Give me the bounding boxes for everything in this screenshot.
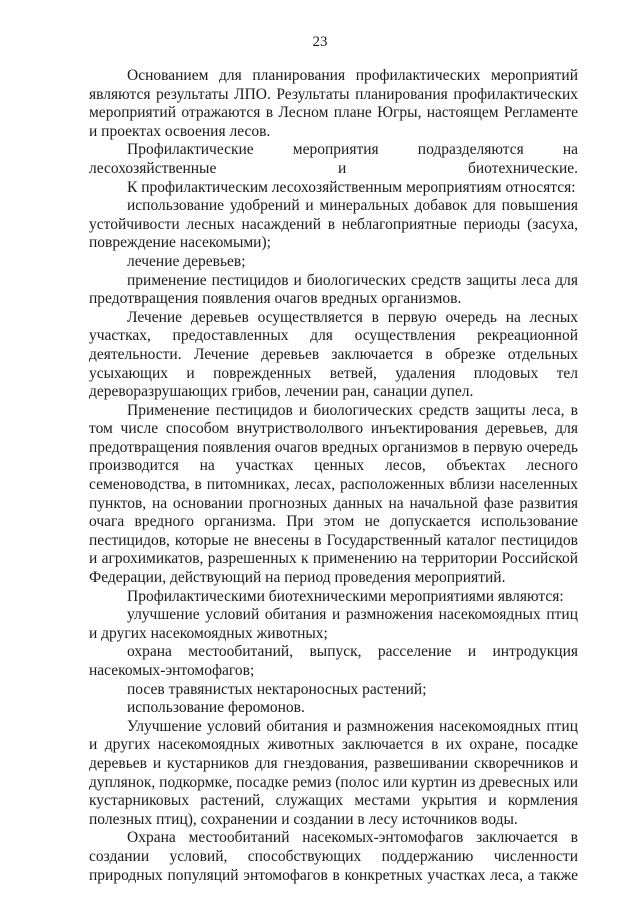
paragraph: посев травянистых нектароносных растений;: [127, 680, 427, 698]
paragraph: охрана местообитаний, выпуск, расселение и интродукция насекомых-энтомофагов;: [89, 643, 578, 679]
paragraph: лечение деревьев;: [127, 252, 246, 270]
paragraph: применение пестицидов и биологических средств защиты леса для предотвращения появления очагов вредных организмов.: [89, 271, 578, 308]
paragraph: использование удобрений и минеральных добавок для повышения устойчивости лесных насаждений в неблагоприятные периоды (засуха, повреждение насекомыми);: [89, 197, 578, 252]
paragraph: К профилактическим лесохозяйственным мероприятиям относятся:: [127, 178, 576, 196]
paragraph: Основанием для планирования профилактических мероприятий являются результаты ЛПО. Результаты планирования профилактических мероприятий отражаются в Лесном плане Югры, настоящем Регламенте и проектах освоения лесов.: [89, 67, 578, 140]
paragraph: Охрана местообитаний насекомых-энтомофагов заключается в создании условий, способствующих поддержанию численности природных популяций энтомофагов в конкретных участках леса, а также: [89, 829, 578, 884]
paragraph: использование феромонов.: [127, 699, 305, 717]
paragraph: Применение пестицидов и биологических средств защиты леса, в том числе способом внутриствололвого инъектирования деревьев, для предотвращения появления очагов вредных организмов в первую очередь производится на участках ценных лесов, объектах лесного семеноводства, в питомниках, лесах, расположенных вблизи населенных пунктов, на основании прогнозных данных на начальной фазе развития очага вредного организма. При этом не допускается использование пестицидов, которые не внесены в Государственный каталог пестицидов и агрохимикатов, разрешенных к применению на территории Российской Федерации, действующий на период проведения мероприятий.: [89, 401, 578, 587]
paragraph: улучшение условий обитания и размножения насекомоядных птиц и других насекомоядных животных;: [89, 606, 578, 642]
paragraph: Профилактическими биотехническими мероприятиями являются:: [127, 587, 564, 605]
page-body: [89, 67, 578, 885]
page-number: 23: [312, 34, 328, 50]
paragraph: Лечение деревьев осуществляется в первую очередь на лесных участках, предоставленных для осуществления рекреационной деятельности. Лечение деревьев заключается в обрезке отдельных усыхающих и поврежденных ветвей, удаления плодовых тел дереворазрушающих грибов, лечении ран, санации дупел.: [89, 308, 578, 401]
paragraph: Профилактические мероприятия подразделяются на лесохозяйственные и биотехнические.: [89, 141, 578, 177]
paragraph: Улучшение условий обитания и размножения насекомоядных птиц и других насекомоядных животных заключается в их охране, посадке деревьев и кустарников для гнездования, развешивании скворечников и дуплянок, подкормке, посадке ремиз (полос или куртин из древесных или кустарниковых растений, служащих местами укрытия и кормления полезных птиц), сохранении и создании в лесу источников воды.: [89, 717, 578, 828]
